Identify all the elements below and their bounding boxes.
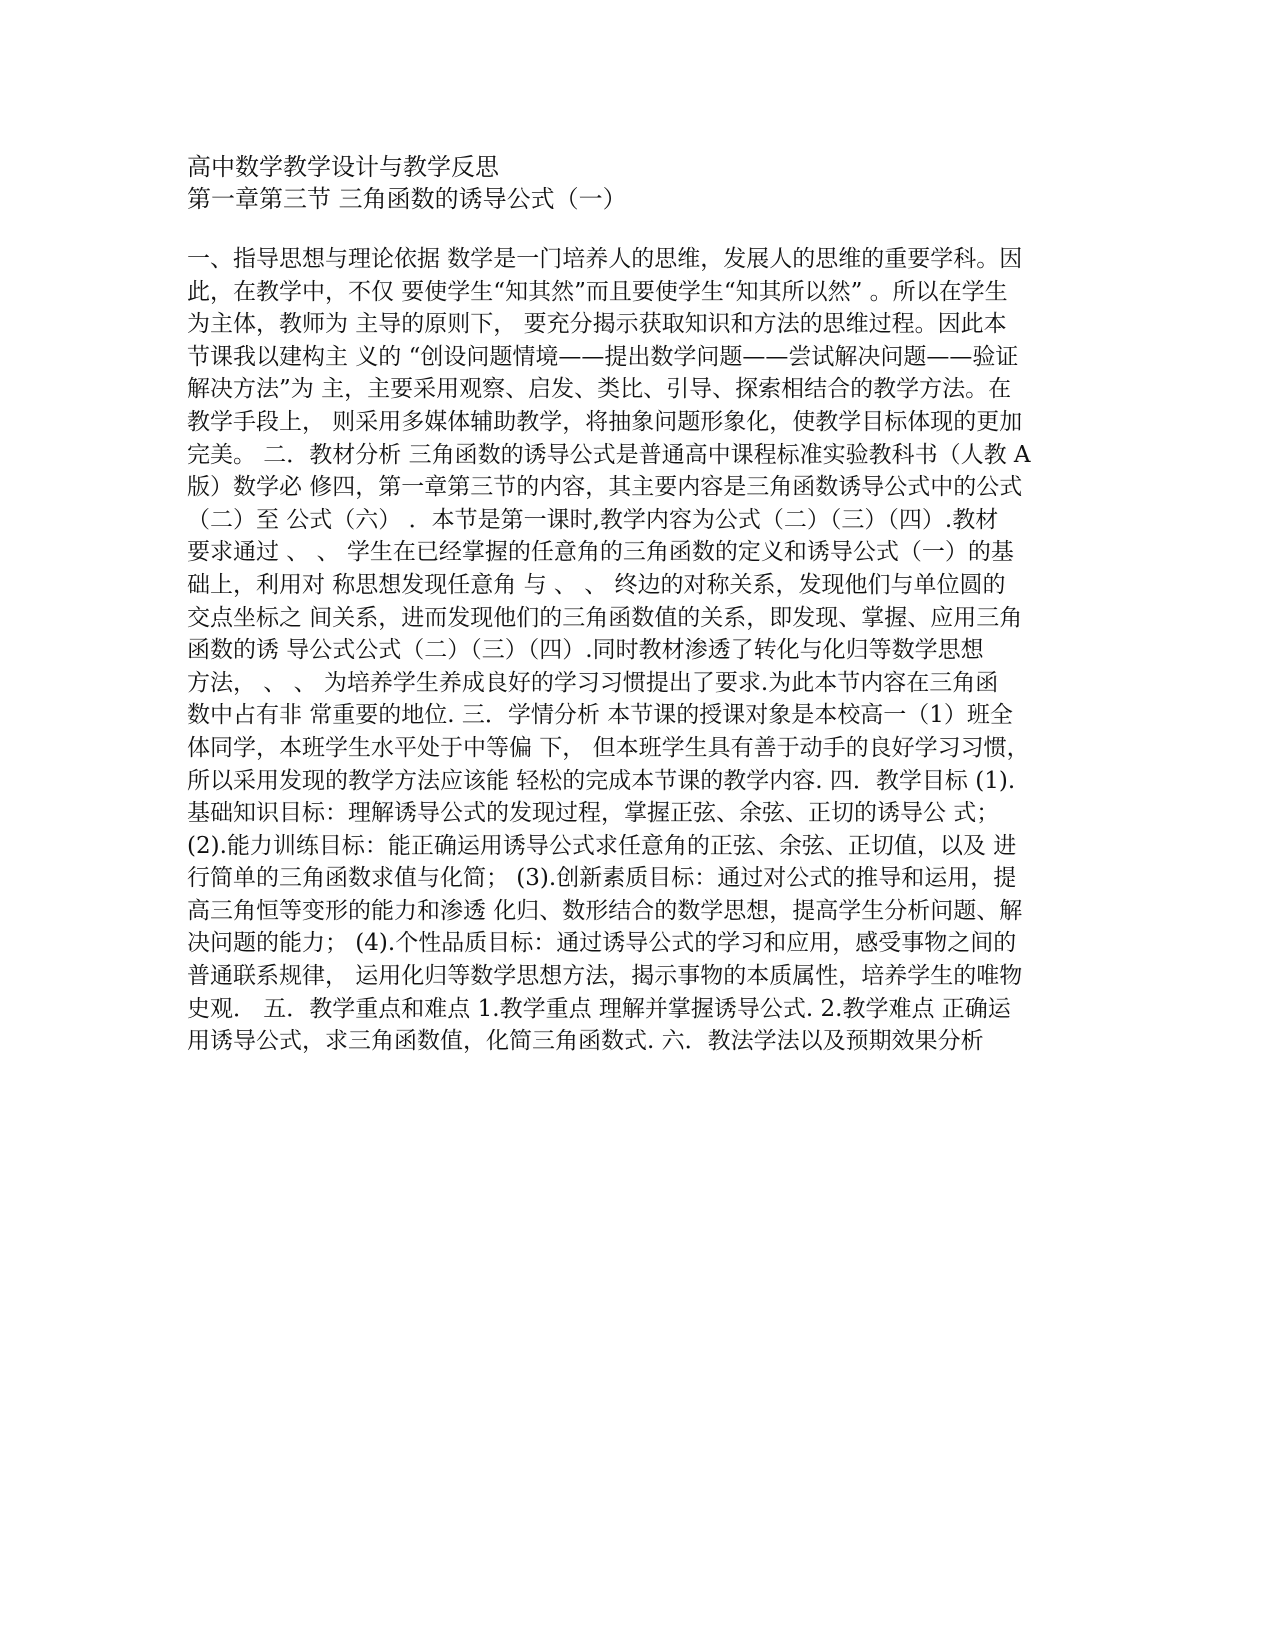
body-line: 要求通过 、 、 学生在已经掌握的任意角的三角函数的定义和诱导公式（一）的基: [187, 539, 1014, 566]
body-line: 版）数学必 修四，第一章第三节的内容，其主要内容是三角函数诱导公式中的公式: [187, 474, 1023, 501]
body-line: 函数的诱 导公式公式（二）（三）（四）.同时教材渗透了转化与化归等数学思想: [187, 637, 984, 664]
body-line: 史观． 五．教学重点和难点 1.教学重点 理解并掌握诱导公式. 2.教学难点 正确运: [187, 995, 1011, 1022]
body-line: 为主体，教师为 主导的原则下， 要充分揭示获取知识和方法的思维过程。因此本: [187, 311, 1007, 338]
body-line: 行简单的三角函数求值与化简； (3).创新素质目标：通过对公式的推导和运用，提: [187, 865, 1017, 892]
section-title: 第一章第三节 三角函数的诱导公式（一）: [187, 185, 627, 213]
body-line: 础上，利用对 称思想发现任意角 与 、 、 终边的对称关系，发现他们与单位圆的: [187, 571, 1006, 598]
body-line: 解决方法”为 主，主要采用观察、启发、类比、引导、探索相结合的教学方法。在: [187, 376, 1012, 403]
body-line: 交点坐标之 间关系，进而发现他们的三角函数值的关系，即发现、掌握、应用三角: [187, 604, 1023, 631]
document-header: [187, 151, 1087, 215]
body-line: (2).能力训练目标：能正确运用诱导公式求任意角的正弦、余弦、正切值，以及 进: [187, 832, 1017, 859]
body-line: 一、指导思想与理论依据 数学是一门培养人的思维，发展人的思维的重要学科。因: [187, 246, 1023, 272]
body-line: 方法， 、 、 为培养学生养成良好的学习习惯提出了要求.为此本节内容在三角函: [187, 669, 999, 696]
body-line: 用诱导公式，求三角函数值，化简三角函数式. 六．教法学法以及预期效果分析: [187, 1028, 984, 1055]
body-line: （二）至 公式（六） ．本节是第一课时,教学内容为公式（二）（三）（四）.教材: [187, 506, 999, 533]
body-line: 普通联系规律， 运用化归等数学思想方法，揭示事物的本质属性，培养学生的唯物: [187, 963, 1023, 990]
body-line: 此，在教学中，不仅 要使学生“知其然”而且要使学生“知其所以然” 。所以在学生: [187, 278, 1008, 305]
body-line: 体同学，本班学生水平处于中等偏 下， 但本班学生具有善于动手的良好学习习惯，: [187, 734, 1030, 761]
body-line: 基础知识目标：理解诱导公式的发现过程，掌握正弦、余弦、正切的诱导公 式；: [187, 800, 1000, 827]
body-line: 所以采用发现的教学方法应该能 轻松的完成本节课的教学内容. 四．教学目标 (1).: [187, 767, 1016, 794]
body-line: 节课我以建构主 义的 “创设问题情境——提出数学问题——尝试解决问题——验证: [187, 343, 1019, 370]
body-line: 高三角恒等变形的能力和渗透 化归、数形结合的数学思想，提高学生分析问题、解: [187, 897, 1023, 924]
body-line: 决问题的能力； (4).个性品质目标：通过诱导公式的学习和应用，感受事物之间的: [187, 930, 1017, 957]
body-line: 教学手段上， 则采用多媒体辅助教学，将抽象问题形象化，使教学目标体现的更加: [187, 408, 1023, 435]
body-line: 数中占有非 常重要的地位. 三．学情分析 本节课的授课对象是本校高一（1）班全: [187, 702, 1013, 729]
document-title: 高中数学教学设计与教学反思: [187, 153, 499, 181]
document-body: [187, 243, 1097, 1058]
body-line: 完美。 二．教材分析 三角函数的诱导公式是普通高中课程标准实验教科书（人教 A: [187, 441, 1031, 468]
